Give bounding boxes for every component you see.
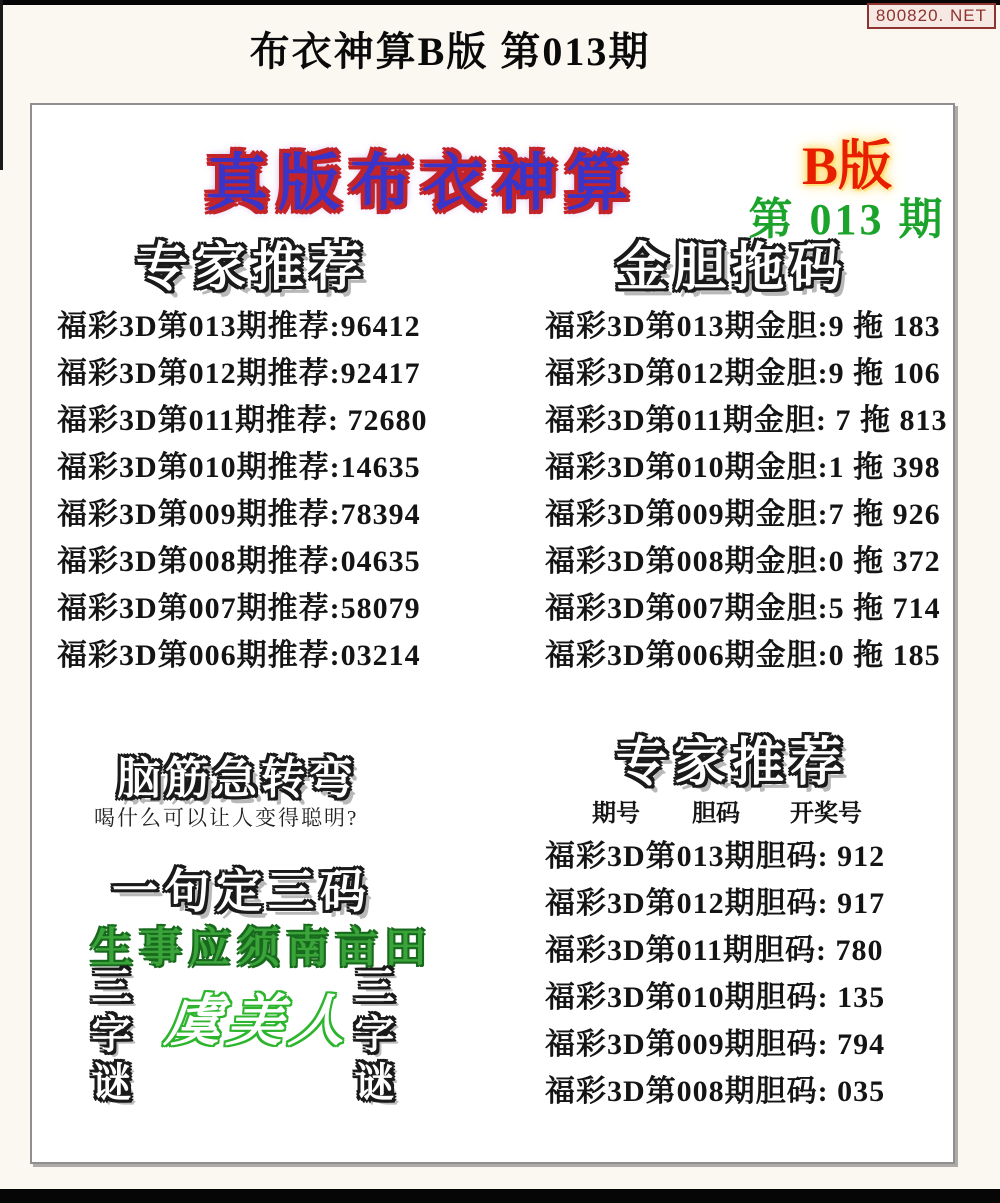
dan-code-row: 福彩3D第009期胆码: 794 — [545, 1028, 886, 1061]
golden-dan-row: 福彩3D第007期金胆:5 拖 714 — [545, 592, 941, 625]
riddle-answer: 虞美人 — [162, 991, 355, 1053]
recommend-row: 福彩3D第008期推荐:04635 — [57, 545, 421, 578]
one-phrase-header: 一句定三码 — [112, 865, 372, 917]
three-char-riddle-label-right: 三字谜 — [349, 965, 393, 1109]
top-black-bar — [0, 0, 1000, 5]
brain-teaser-header: 脑筋急转弯 — [117, 754, 357, 803]
recommend-row: 福彩3D第011期推荐: 72680 — [57, 404, 428, 437]
golden-dan-row: 福彩3D第009期金胆:7 拖 926 — [545, 498, 941, 531]
expert-bottom-header: 专家推荐 — [615, 734, 848, 792]
dan-code-row: 福彩3D第010期胆码: 135 — [545, 981, 886, 1014]
golden-dan-row: 福彩3D第013期金胆:9 拖 183 — [545, 310, 941, 343]
golden-dan-header: 金胆拖码 — [615, 239, 848, 297]
dan-code-row: 福彩3D第013期胆码: 912 — [545, 840, 886, 873]
recommend-row: 福彩3D第006期推荐:03214 — [57, 639, 421, 672]
banner-edition-label: B版 — [801, 136, 893, 196]
one-phrase-text: 生事应须南亩田 — [90, 924, 434, 971]
banner-issue-number: 第 013 期 — [748, 195, 946, 244]
recommend-row: 福彩3D第010期推荐:14635 — [57, 451, 421, 484]
expert-recommend-list — [57, 303, 428, 679]
three-char-riddle-label-left: 三字谜 — [86, 965, 130, 1109]
golden-dan-row: 福彩3D第006期金胆:0 拖 185 — [545, 639, 941, 672]
site-badge: 800820. NET — [867, 3, 996, 29]
expert-recommend-header: 专家推荐 — [135, 239, 368, 297]
recommend-row: 福彩3D第013期推荐:96412 — [57, 310, 421, 343]
col-dan-code: 胆码 — [692, 801, 740, 827]
brain-teaser-question: 喝什么可以让人变得聪明? — [94, 806, 359, 830]
recommend-row: 福彩3D第007期推荐:58079 — [57, 592, 421, 625]
expert-bottom-column-headers — [592, 793, 862, 828]
golden-dan-row: 福彩3D第010期金胆:1 拖 398 — [545, 451, 941, 484]
recommend-row: 福彩3D第009期推荐:78394 — [57, 498, 421, 531]
content-box — [30, 103, 955, 1164]
col-issue-number: 期号 — [592, 801, 640, 827]
golden-dan-row: 福彩3D第012期金胆:9 拖 106 — [545, 357, 941, 390]
golden-dan-row: 福彩3D第008期金胆:0 拖 372 — [545, 545, 941, 578]
col-draw-number: 开奖号 — [790, 801, 862, 827]
golden-dan-row: 福彩3D第011期金胆: 7 拖 813 — [545, 404, 948, 437]
dan-code-row: 福彩3D第008期胆码: 035 — [545, 1075, 886, 1108]
banner-main-title: 真版布衣神算 — [205, 150, 638, 218]
page-title: 布衣神算B版 第013期 — [249, 29, 651, 74]
golden-dan-list — [545, 303, 948, 679]
dan-code-row: 福彩3D第011期胆码: 780 — [545, 934, 884, 967]
recommend-row: 福彩3D第012期推荐:92417 — [57, 357, 421, 390]
expert-bottom-list — [545, 833, 885, 1115]
bottom-black-bar — [0, 1189, 1000, 1203]
dan-code-row: 福彩3D第012期胆码: 917 — [545, 887, 886, 920]
